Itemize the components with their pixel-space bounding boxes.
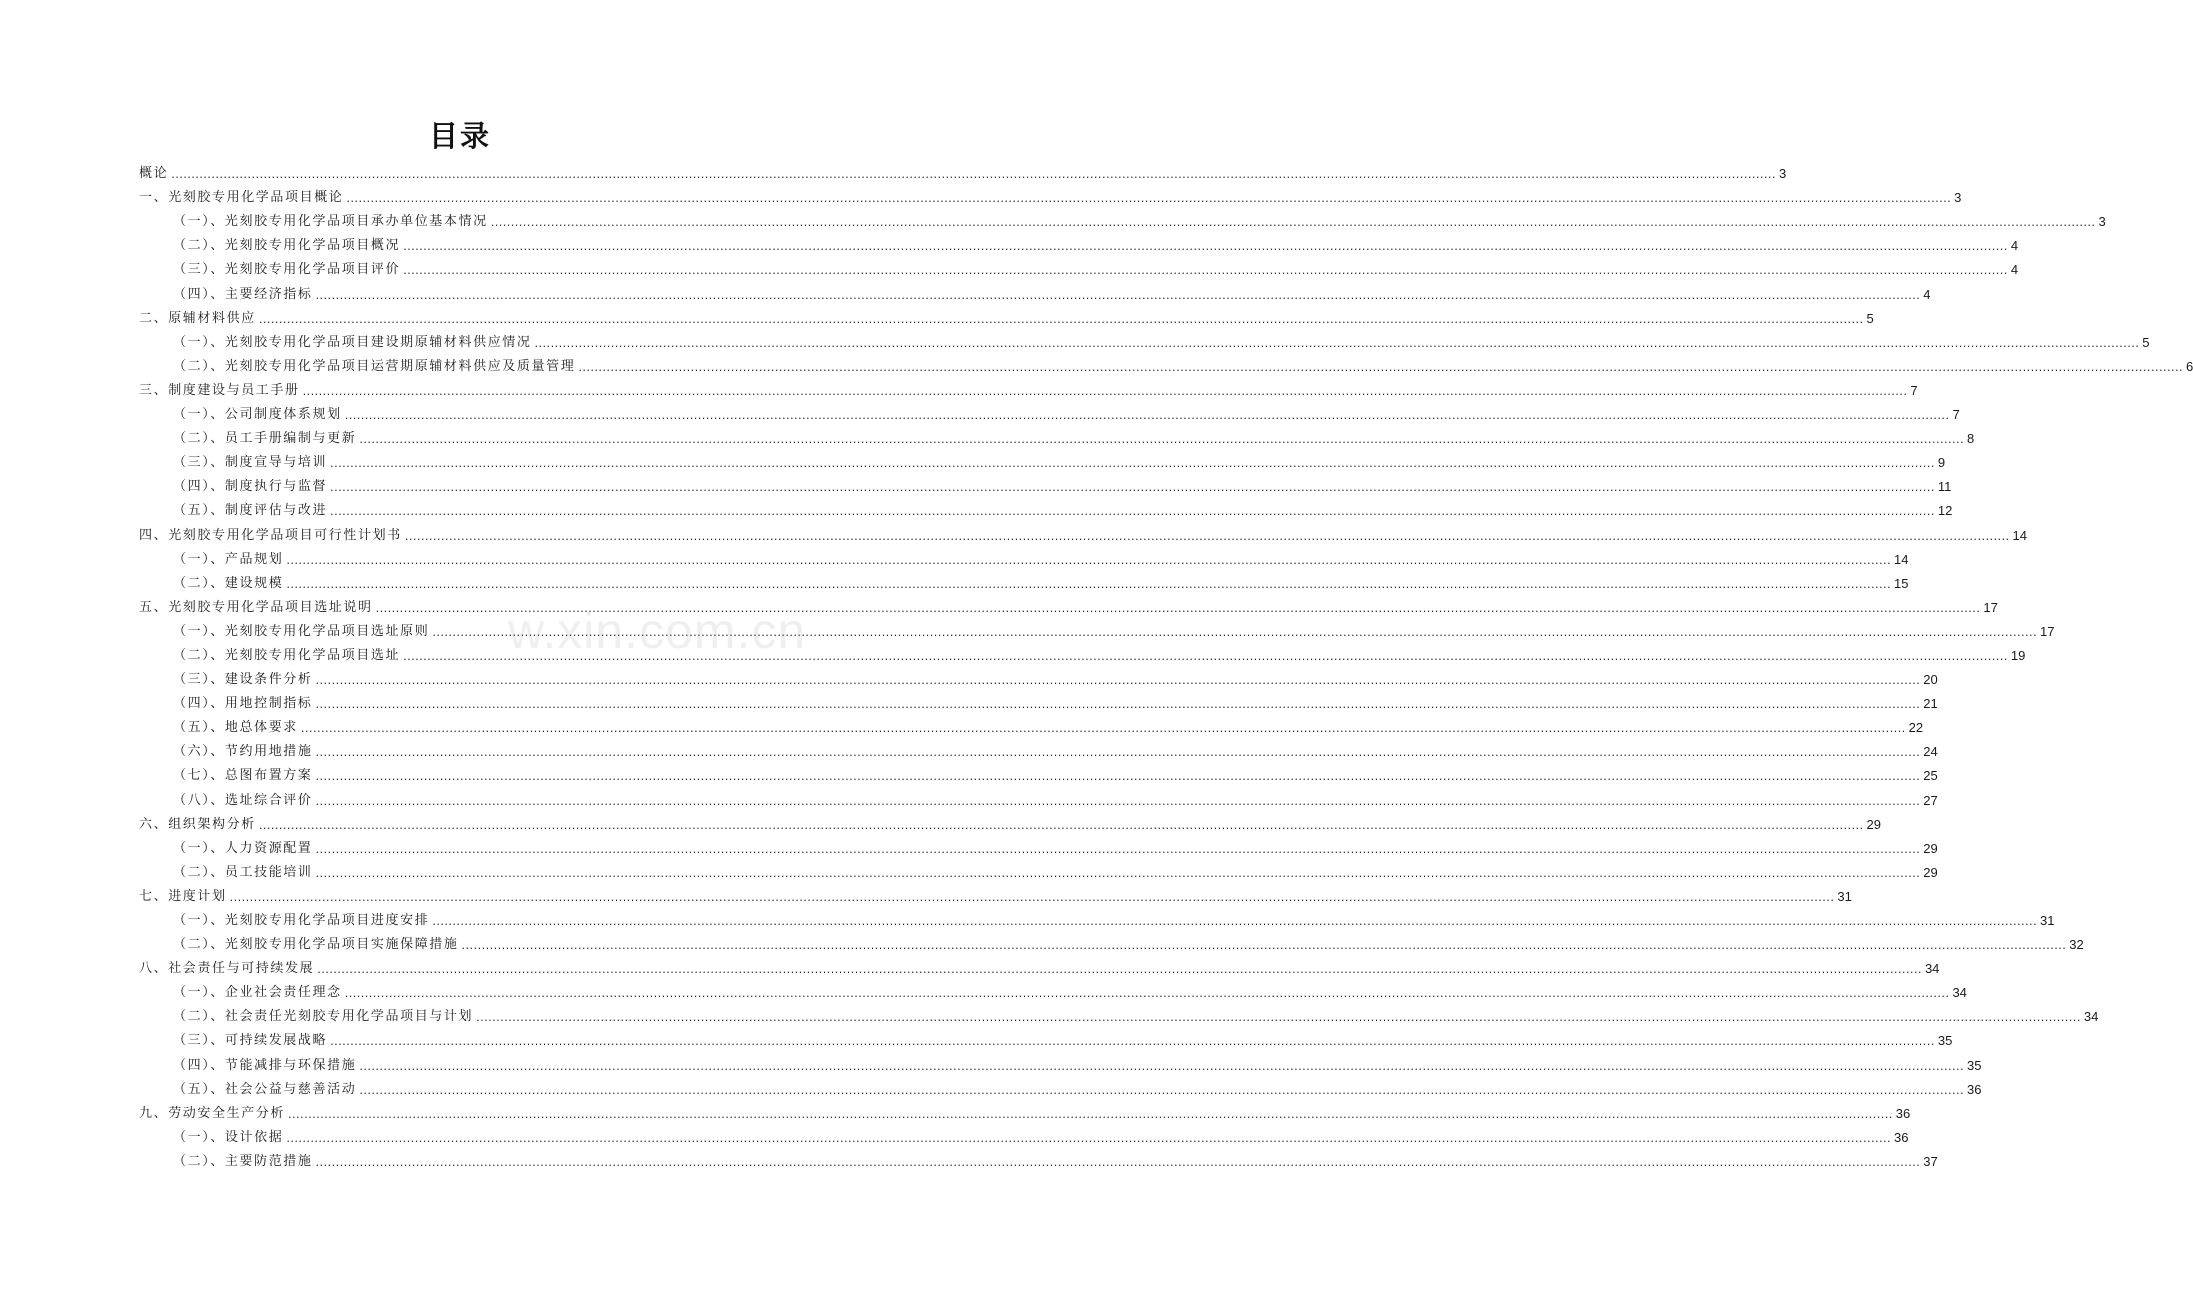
toc-entry-label: （六）、节约用地措施 [173,744,313,760]
toc-entry[interactable] [139,883,1852,907]
toc-entry-label: （五）、制度评估与改进 [173,503,328,519]
toc-entry[interactable] [139,160,1787,184]
toc-entry-page-number: 5 [2142,334,2150,350]
toc-entry-page-number: 34 [2083,1009,2099,1025]
toc-entry[interactable] [139,642,2026,666]
toc-leader-dots: ................................................................................................................................................................................................................................................................................................................................................................................................................ [330,1033,1935,1049]
toc-leader-dots: ................................................................................................................................................................................................................................................................................................................................................................................................................ [300,720,1906,736]
toc-entry[interactable] [139,955,1940,979]
toc-entry-label: （二）、员工手册编制与更新 [173,431,357,447]
toc-entry-label: （三）、建设条件分析 [173,672,313,688]
toc-entry-label: （二）、社会责任光刻胶专用化学品项目与计划 [173,1009,474,1025]
toc-entry-page-number: 11 [1937,479,1952,495]
toc-entry-page-number: 36 [1967,1081,1982,1097]
toc-leader-dots: ................................................................................................................................................................................................................................................................................................................................................................................................................ [404,527,2010,543]
toc-entry[interactable] [139,280,1931,304]
toc-entry-label: 一、光刻胶专用化学品项目概论 [139,190,344,206]
toc-entry-label: （四）、主要经济指标 [173,286,313,302]
toc-leader-dots: ................................................................................................................................................................................................................................................................................................................................................................................................................ [359,1081,1965,1097]
table-of-contents [139,160,2193,1172]
toc-entry-page-number: 36 [1895,1105,1911,1121]
toc-leader-dots: ................................................................................................................................................................................................................................................................................................................................................................................................................ [432,913,2038,928]
toc-entry-label: （一）、企业社会责任理念 [173,985,342,1001]
toc-entry-page-number: 4 [1923,286,1931,302]
toc-entry[interactable] [139,546,1909,570]
toc-entry-page-number: 21 [1923,696,1938,712]
toc-leader-dots: ................................................................................................................................................................................................................................................................................................................................................................................................................ [288,1105,1893,1121]
toc-entry-label: （二）、员工技能培训 [173,864,313,880]
toc-entry-page-number: 3 [1954,190,1962,206]
toc-leader-dots: ................................................................................................................................................................................................................................................................................................................................................................................................................ [315,768,1921,784]
toc-leader-dots: ................................................................................................................................................................................................................................................................................................................................................................................................................ [346,190,1952,206]
toc-entry[interactable] [139,305,1874,329]
toc-entry-page-number: 35 [1967,1057,1982,1073]
toc-entry-label: （一）、设计依据 [173,1129,284,1145]
toc-entry-label: （四）、用地控制指标 [173,696,313,712]
toc-entry-page-number: 15 [1894,575,1909,591]
toc-entry-label: （一）、光刻胶专用化学品项目进度安排 [173,913,430,928]
toc-leader-dots: ................................................................................................................................................................................................................................................................................................................................................................................................................ [315,1153,1921,1169]
toc-entry[interactable] [139,738,1938,762]
toc-entry[interactable] [139,353,2193,377]
toc-entry-label: （一）、产品规划 [173,551,284,567]
toc-entry-label: （一）、光刻胶专用化学品项目选址原则 [173,623,430,639]
toc-entry[interactable] [139,521,2028,545]
toc-leader-dots: ................................................................................................................................................................................................................................................................................................................................................................................................................ [330,503,1935,519]
toc-entry-page-number: 17 [1983,599,1998,615]
toc-entry[interactable] [139,594,1998,618]
toc-leader-dots: ................................................................................................................................................................................................................................................................................................................................................................................................................ [315,672,1921,688]
toc-entry-page-number: 29 [1923,840,1938,856]
toc-entry[interactable] [139,907,2055,931]
toc-entry[interactable] [139,786,1938,810]
toc-leader-dots: ................................................................................................................................................................................................................................................................................................................................................................................................................ [344,985,1950,1001]
toc-entry-page-number: 22 [1908,720,1924,736]
toc-entry-page-number: 5 [1866,310,1874,326]
toc-leader-dots: ................................................................................................................................................................................................................................................................................................................................................................................................................ [315,286,1921,302]
toc-leader-dots: ................................................................................................................................................................................................................................................................................................................................................................................................................ [317,961,1922,977]
toc-entry[interactable] [139,1027,1953,1051]
toc-entry-label: （五）、社会公益与慈善活动 [173,1081,357,1097]
toc-entry[interactable] [139,473,1952,497]
toc-entry-label: （一）、人力资源配置 [173,840,313,856]
toc-leader-dots: ................................................................................................................................................................................................................................................................................................................................................................................................................ [375,599,1981,615]
toc-entry-page-number: 9 [1937,455,1946,471]
toc-leader-dots: ................................................................................................................................................................................................................................................................................................................................................................................................................ [229,888,1835,904]
toc-leader-dots: ................................................................................................................................................................................................................................................................................................................................................................................................................ [359,431,1965,447]
toc-entry-label: （三）、制度宣导与培训 [173,455,328,471]
toc-entry-label: 概论 [139,166,169,182]
toc-entry-label: （七）、总图布置方案 [173,768,313,784]
toc-entry-page-number: 20 [1923,672,1938,688]
toc-entry-page-number: 6 [2186,358,2193,374]
toc-entry-label: 五、光刻胶专用化学品项目选址说明 [139,599,373,615]
toc-entry-page-number: 29 [1866,816,1882,832]
toc-leader-dots: ................................................................................................................................................................................................................................................................................................................................................................................................................ [315,840,1921,856]
toc-leader-dots: ................................................................................................................................................................................................................................................................................................................................................................................................................ [403,262,2008,278]
toc-entry-page-number: 36 [1894,1129,1909,1145]
toc-leader-dots: ................................................................................................................................................................................................................................................................................................................................................................................................................ [344,407,1950,423]
toc-entry-page-number: 29 [1923,864,1938,880]
toc-entry-page-number: 35 [1937,1033,1953,1049]
toc-entry-label: （三）、光刻胶专用化学品项目评价 [173,262,401,278]
toc-entry-label: （一）、公司制度体系规划 [173,407,342,423]
toc-entry-page-number: 7 [1952,407,1960,423]
toc-entry[interactable] [139,1148,1938,1172]
toc-entry[interactable] [139,401,1960,425]
toc-leader-dots: ................................................................................................................................................................................................................................................................................................................................................................................................................ [461,937,2067,953]
toc-entry-label: （五）、地总体要求 [173,720,298,736]
toc-entry-page-number: 4 [2010,238,2019,254]
watermark: w.xin.com.cn [508,603,807,659]
toc-entry-page-number: 17 [2040,623,2055,639]
toc-leader-dots: ................................................................................................................................................................................................................................................................................................................................................................................................................ [432,623,2038,639]
toc-entry[interactable] [139,497,1953,521]
toc-leader-dots: ................................................................................................................................................................................................................................................................................................................................................................................................................ [171,166,1776,182]
toc-leader-dots: ................................................................................................................................................................................................................................................................................................................................................................................................................ [302,382,1908,398]
toc-entry-page-number: 24 [1923,744,1938,760]
toc-leader-dots: ................................................................................................................................................................................................................................................................................................................................................................................................................ [330,479,1935,495]
toc-entry[interactable] [139,1124,1909,1148]
toc-entry[interactable] [139,570,1909,594]
toc-entry-page-number: 3 [2098,214,2106,230]
toc-leader-dots: ................................................................................................................................................................................................................................................................................................................................................................................................................ [359,1057,1965,1073]
toc-entry-page-number: 19 [2010,647,2026,663]
toc-entry-page-number: 34 [1924,961,1940,977]
toc-entry-page-number: 31 [1837,888,1852,904]
toc-leader-dots: ................................................................................................................................................................................................................................................................................................................................................................................................................ [258,310,1864,326]
toc-leader-dots: ................................................................................................................................................................................................................................................................................................................................................................................................................ [315,792,1921,808]
toc-leader-dots: ................................................................................................................................................................................................................................................................................................................................................................................................................ [490,214,2096,230]
toc-entry-page-number: 12 [1937,503,1953,519]
toc-entry-page-number: 27 [1923,792,1938,808]
toc-entry[interactable] [139,762,1938,786]
toc-entry-page-number: 14 [1894,551,1909,567]
toc-entry[interactable] [139,690,1938,714]
toc-entry-page-number: 14 [2012,527,2028,543]
toc-entry[interactable] [139,1076,1982,1100]
toc-entry-page-number: 32 [2069,937,2084,953]
toc-entry-page-number: 8 [1967,431,1975,447]
toc-entry[interactable] [139,232,2019,256]
toc-entry-page-number: 37 [1923,1153,1938,1169]
toc-leader-dots: ................................................................................................................................................................................................................................................................................................................................................................................................................ [476,1009,2081,1025]
toc-entry[interactable] [139,1003,2099,1027]
toc-entry[interactable] [139,666,1938,690]
toc-entry[interactable] [139,714,1924,738]
toc-entry-label: 八、社会责任与可持续发展 [139,961,315,977]
toc-entry-label: （二）、光刻胶专用化学品项目实施保障措施 [173,937,459,953]
toc-entry-label: 二、原辅材料供应 [139,310,256,326]
toc-entry[interactable] [139,184,1962,208]
toc-title: 目录 [428,119,491,153]
toc-entry[interactable] [139,618,2055,642]
toc-leader-dots: ................................................................................................................................................................................................................................................................................................................................................................................................................ [315,744,1921,760]
toc-leader-dots: ................................................................................................................................................................................................................................................................................................................................................................................................................ [403,238,2008,254]
toc-entry[interactable] [139,256,2019,280]
toc-entry-label: （二）、主要防范措施 [173,1153,313,1169]
toc-leader-dots: ................................................................................................................................................................................................................................................................................................................................................................................................................ [315,864,1921,880]
toc-entry-label: （二）、光刻胶专用化学品项目选址 [173,647,401,663]
toc-leader-dots: ................................................................................................................................................................................................................................................................................................................................................................................................................ [286,575,1892,591]
toc-entry[interactable] [139,329,2150,353]
toc-entry[interactable] [139,979,1967,1003]
toc-entry-page-number: 7 [1910,382,1918,398]
toc-entry-label: 六、组织架构分析 [139,816,256,832]
toc-entry-label: 七、进度计划 [139,888,227,904]
toc-entry[interactable] [139,1100,1911,1124]
toc-entry-page-number: 4 [2010,262,2019,278]
toc-entry[interactable] [139,931,2084,955]
toc-entry-label: （二）、建设规模 [173,575,284,591]
toc-entry[interactable] [139,425,1975,449]
toc-entry-page-number: 3 [1778,166,1787,182]
toc-entry-label: （二）、光刻胶专用化学品项目概况 [173,238,401,254]
toc-entry-label: （四）、节能减排与环保措施 [173,1057,357,1073]
toc-entry[interactable] [139,377,1918,401]
toc-leader-dots: ................................................................................................................................................................................................................................................................................................................................................................................................................ [286,551,1892,567]
toc-entry-label: 三、制度建设与员工手册 [139,382,300,398]
toc-entry[interactable] [139,835,1938,859]
toc-entry-label: （二）、光刻胶专用化学品项目运营期原辅材料供应及质量管理 [173,358,576,374]
toc-entry[interactable] [139,208,2106,232]
toc-entry-label: （八）、选址综合评价 [173,792,313,808]
toc-leader-dots: ................................................................................................................................................................................................................................................................................................................................................................................................................ [578,358,2184,374]
toc-leader-dots: ................................................................................................................................................................................................................................................................................................................................................................................................................ [330,455,1935,471]
toc-entry-page-number: 34 [1952,985,1967,1001]
toc-leader-dots: ................................................................................................................................................................................................................................................................................................................................................................................................................ [315,696,1921,712]
toc-entry-label: （一）、光刻胶专用化学品项目建设期原辅材料供应情况 [173,334,532,350]
toc-entry-page-number: 25 [1923,768,1938,784]
toc-entry-label: （三）、可持续发展战略 [173,1033,328,1049]
toc-leader-dots: ................................................................................................................................................................................................................................................................................................................................................................................................................ [403,647,2008,663]
toc-leader-dots: ................................................................................................................................................................................................................................................................................................................................................................................................................ [286,1129,1892,1145]
toc-leader-dots: ................................................................................................................................................................................................................................................................................................................................................................................................................ [258,816,1864,832]
toc-entry-label: （四）、制度执行与监督 [173,479,328,495]
toc-entry[interactable] [139,449,1946,473]
toc-entry-label: 四、光刻胶专用化学品项目可行性计划书 [139,527,402,543]
toc-entry[interactable] [139,811,1882,835]
toc-entry[interactable] [139,859,1938,883]
toc-entry-label: 九、劳动安全生产分析 [139,1105,286,1121]
toc-entry[interactable] [139,1051,1982,1075]
toc-entry-page-number: 31 [2040,913,2055,928]
toc-entry-label: （一）、光刻胶专用化学品项目承办单位基本情况 [173,214,488,230]
toc-leader-dots: ................................................................................................................................................................................................................................................................................................................................................................................................................ [534,334,2140,350]
